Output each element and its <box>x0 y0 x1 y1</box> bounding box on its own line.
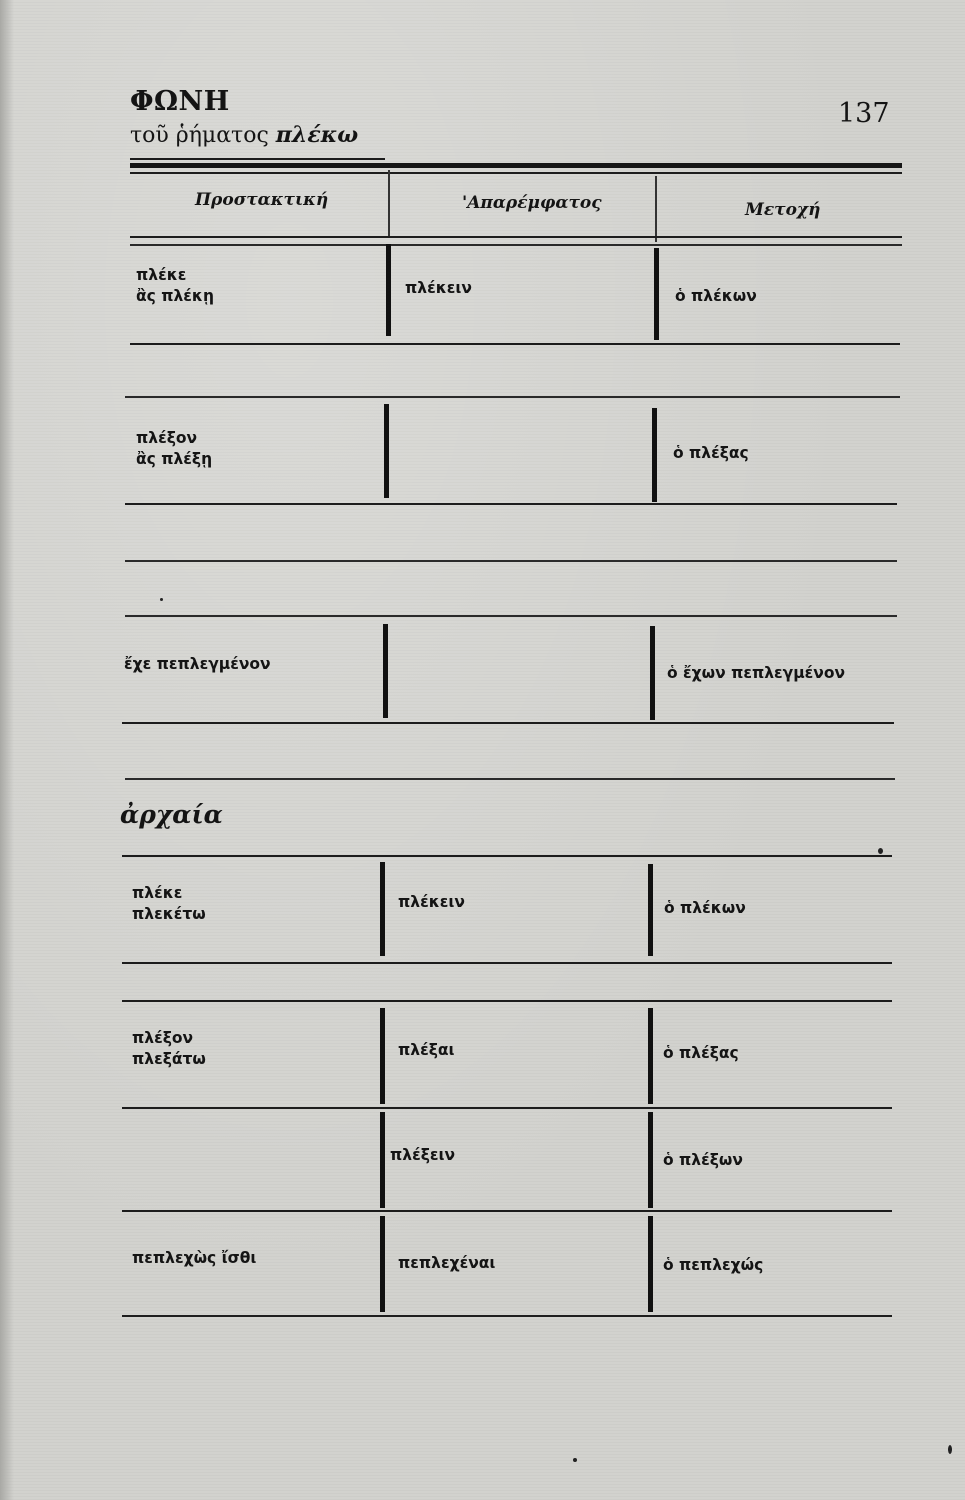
imperative-form: πλέξον <box>136 429 198 447</box>
column-divider <box>383 624 388 718</box>
column-divider <box>380 862 385 956</box>
rule <box>122 1000 892 1002</box>
column-divider <box>648 1008 653 1104</box>
rule <box>122 855 892 857</box>
infinitive-cell: πλέκειν <box>405 279 472 297</box>
imperative-form: πλέξον <box>132 1029 194 1047</box>
rule <box>125 503 897 505</box>
column-divider <box>655 176 657 242</box>
column-divider <box>652 408 657 502</box>
imperative-form: πεπλεχὼς ἴσθι <box>132 1249 257 1267</box>
section-label-ancient: ἀρχαία <box>120 800 223 829</box>
header-subtitle <box>130 122 358 148</box>
page-number: 137 <box>838 98 890 129</box>
imperative-cell <box>132 1028 206 1070</box>
participle-cell: ὁ πλέκων <box>675 287 757 305</box>
participle-cell: ὁ πλέξων <box>663 1151 743 1169</box>
rule <box>130 172 902 174</box>
column-divider <box>648 1112 653 1208</box>
page-edge-shadow <box>0 0 14 1500</box>
column-header-imperative: Προστακτική <box>195 190 329 210</box>
infinitive-cell: πλέξαι <box>398 1041 455 1059</box>
infinitive-cell: πλέξειν <box>390 1146 456 1164</box>
column-divider <box>380 1112 385 1208</box>
column-divider <box>388 170 390 236</box>
imperative-form: πλέκε <box>132 884 183 902</box>
subtitle-prefix: τοῦ ῥήματος <box>130 123 269 148</box>
imperative-cell <box>124 654 271 675</box>
imperative-form: πλεξάτω <box>132 1050 206 1068</box>
ink-speck <box>948 1445 952 1454</box>
rule <box>130 244 902 246</box>
imperative-cell <box>132 883 206 925</box>
imperative-form: πλεκέτω <box>132 905 206 923</box>
column-divider <box>380 1008 385 1104</box>
infinitive-cell: πλέκειν <box>398 893 465 911</box>
rule <box>125 615 897 617</box>
ink-speck <box>160 598 163 601</box>
participle-cell: ὁ πλέξας <box>673 444 749 462</box>
rule <box>125 396 900 398</box>
infinitive-cell: πεπλεχέναι <box>398 1254 496 1272</box>
rule-double <box>130 163 902 168</box>
imperative-cell <box>136 265 214 307</box>
ink-speck <box>573 1458 577 1462</box>
column-divider <box>380 1216 385 1312</box>
column-divider <box>650 626 655 720</box>
rule <box>122 722 894 724</box>
column-divider <box>654 248 659 340</box>
verb-lemma: πλέκω <box>275 122 359 148</box>
column-divider <box>648 1216 653 1312</box>
rule <box>125 560 897 562</box>
imperative-cell <box>132 1248 256 1269</box>
participle-cell: ὁ πλέκων <box>664 899 746 917</box>
rule <box>122 962 892 964</box>
column-divider <box>648 864 653 956</box>
rule <box>130 343 900 345</box>
imperative-form: ἂς πλέξῃ <box>136 450 213 468</box>
participle-cell: ὁ πεπλεχώς <box>663 1256 764 1274</box>
rule <box>125 778 895 780</box>
imperative-form: ἔχε πεπλεγμένον <box>124 655 271 673</box>
imperative-form: πλέκε <box>136 266 187 284</box>
participle-cell: ὁ ἔχων πεπλεγμένον <box>667 664 846 682</box>
imperative-form: ἂς πλέκῃ <box>136 287 214 305</box>
column-header-participle: Μετοχή <box>745 200 821 220</box>
participle-cell: ὁ πλέξας <box>663 1044 739 1062</box>
rule <box>130 158 385 160</box>
rule <box>122 1315 892 1317</box>
rule <box>130 236 902 238</box>
column-divider <box>384 404 389 498</box>
column-header-infinitive: 'Απαρέμφατος <box>462 193 602 213</box>
rule <box>122 1107 892 1109</box>
header-title: ΦΩΝΗ <box>130 86 230 117</box>
rule <box>122 1210 892 1212</box>
column-divider <box>386 244 391 336</box>
imperative-cell <box>136 428 212 470</box>
ink-speck <box>878 848 883 854</box>
